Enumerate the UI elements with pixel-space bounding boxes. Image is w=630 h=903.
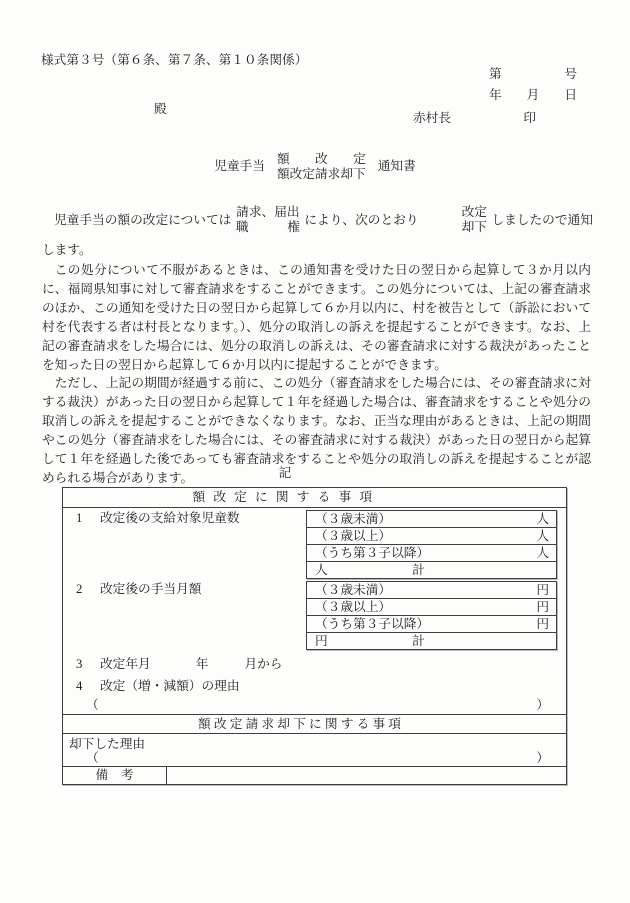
title-revision-char: 改 (315, 152, 328, 166)
title-suffix: 通知書 (377, 159, 416, 173)
basis-option-request: 請求、届出 (236, 205, 300, 219)
item4-text: 改定（増・減額）の理由 (100, 679, 240, 693)
date-line (489, 85, 577, 106)
item3-number: 3 (76, 657, 83, 671)
ki-marker: 記 (278, 466, 292, 480)
row-label: 計 (412, 563, 425, 577)
row-unit: 人 (536, 529, 549, 543)
date-year-label: 年 (489, 88, 502, 102)
section2-header: 額 改 定 請 求 却 下 に 関 す る 事 項 (63, 714, 566, 734)
doc-number-prefix: 第 (489, 67, 502, 81)
rejection-reason-blank (63, 752, 566, 766)
addressee-suffix: 殿 (154, 102, 167, 116)
document-number-block (489, 64, 577, 106)
item3-label (63, 656, 283, 673)
row-label: （３歳以上） (315, 600, 392, 614)
table-row (307, 582, 556, 598)
table-row (307, 527, 556, 544)
item2-row (63, 581, 566, 650)
item3-text: 改定年月 (100, 657, 151, 671)
date-day-label: 日 (564, 88, 577, 102)
row-unit: 円 (536, 583, 549, 597)
date-month-label: 月 (526, 88, 540, 102)
item4-reason-blank (63, 697, 566, 714)
basis-option-authority (236, 220, 300, 235)
row-label: 計 (412, 634, 425, 648)
spacer (423, 220, 457, 221)
rejection-section (63, 734, 566, 766)
paren-close: ） (536, 750, 549, 765)
monthly-amount-table (306, 581, 557, 650)
item1-row (63, 510, 566, 579)
item2-label (63, 581, 202, 598)
row-label: （３歳未満） (315, 583, 392, 597)
item4-label (63, 678, 240, 695)
rejection-reason-label: 却下した理由 (69, 737, 146, 751)
title-prefix: 児童手当 (214, 159, 265, 173)
section1-header: 額 改 定 に 関 す る 事 項 (63, 488, 566, 508)
document-number-line (489, 64, 577, 85)
paren-open: （ (86, 698, 99, 712)
item3-year-label: 年 (195, 657, 209, 671)
result-option-revised: 改定 (461, 205, 487, 219)
table-row-total (307, 561, 556, 578)
table-body (63, 510, 566, 714)
basis-alternative-stack (236, 205, 300, 235)
row-unit: 円 (536, 600, 549, 614)
result-option-rejected: 却下 (461, 220, 487, 234)
item4-number: 4 (76, 679, 83, 693)
document-title (0, 152, 630, 181)
issuer-line (413, 109, 536, 128)
row-unit: 人 (536, 512, 549, 526)
table-row (307, 598, 556, 615)
basis-authority-char: 職 (235, 220, 249, 234)
remarks-value-blank (167, 767, 566, 784)
form-number-line: 様式第３号（第６条、第７条、第１０条関係） (41, 53, 308, 67)
item1-text: 改定後の支給対象児童数 (100, 511, 240, 525)
title-revision-char: 額 (276, 152, 290, 166)
remarks-row (63, 766, 566, 784)
result-alternative-stack (462, 205, 487, 235)
table-row (307, 544, 556, 561)
paren-close: ） (536, 698, 549, 712)
item4-row (63, 678, 566, 695)
remarks-label: 備 考 (63, 767, 167, 784)
opening-lead: 児童手当の額の改定については (54, 212, 232, 227)
row-label: （３歳以上） (315, 529, 392, 543)
children-count-table (306, 510, 557, 579)
item2-text: 改定後の手当月額 (100, 582, 202, 596)
item1-number: 1 (76, 511, 83, 525)
paren-open: （ (86, 750, 99, 765)
item1-label (63, 510, 240, 527)
title-revision-option (277, 152, 366, 167)
row-label: （３歳未満） (315, 512, 392, 526)
issuer-name: 赤村長 (413, 111, 452, 125)
title-rejection-option: 額改定請求却下 (276, 166, 366, 181)
revision-table (62, 487, 567, 785)
title-revision-char: 定 (353, 152, 366, 166)
item2-number: 2 (76, 582, 83, 596)
table-row-total (307, 632, 556, 649)
appeal-paragraph: この処分について不服があるときは、この通知書を受けた日の翌日から起算して３か月以内に、福岡県知事に対して審査請求をすることができます。この処分については、上記の審査請求のほか、この通知を受けた日の翌日から起算して６か月以内に、村を被告として（訴訟において村を代表する者は村長となります。）、処分の取消しの訴えを提起することができます。なお、上記の審査請求をした場合には、処分の取消しの訴えは、その審査請求に対する裁決があったことを知った日の翌日から起算して６か月以内に提起することができます。 (42, 263, 591, 372)
table-row (307, 511, 556, 527)
item3-row (63, 656, 566, 673)
row-unit: 人 (536, 546, 549, 560)
opening-line2: します。 (42, 243, 92, 257)
opening-tail: しましたので通知 (491, 212, 593, 227)
row-unit: 人 (315, 563, 328, 577)
title-alternative-stack (277, 152, 366, 181)
doc-number-suffix: 号 (564, 67, 577, 81)
row-unit: 円 (315, 634, 328, 648)
item3-month-label: 月から (244, 657, 283, 671)
seal-mark: 印 (523, 111, 536, 125)
opening-mid: により、次のとおり (304, 212, 419, 227)
basis-authority-char: 権 (287, 220, 300, 234)
deadline-paragraph: ただし、上記の期間が経過する前に、この処分（審査請求をした場合には、その審査請求に対する裁決）があった日の翌日から起算して１年を経過した場合は、審査請求をすることや処分の取消しの訴えを提起することができなくなります。なお、正当な理由があるときは、上記の期間やこの処分（審査請求をした場合には、その審査請求に対する裁決）があった日の翌日から起算して１年を経過した後であっても審査請求をすることや処分の取消しの訴えを提起することが認められる場合があります。 (42, 376, 591, 485)
opening-line (42, 203, 593, 237)
opening-paragraph (42, 203, 593, 260)
row-label: （うち第３子以降） (315, 546, 430, 560)
table-row (307, 615, 556, 632)
row-label: （うち第３子以降） (315, 617, 430, 631)
row-unit: 円 (536, 617, 549, 631)
